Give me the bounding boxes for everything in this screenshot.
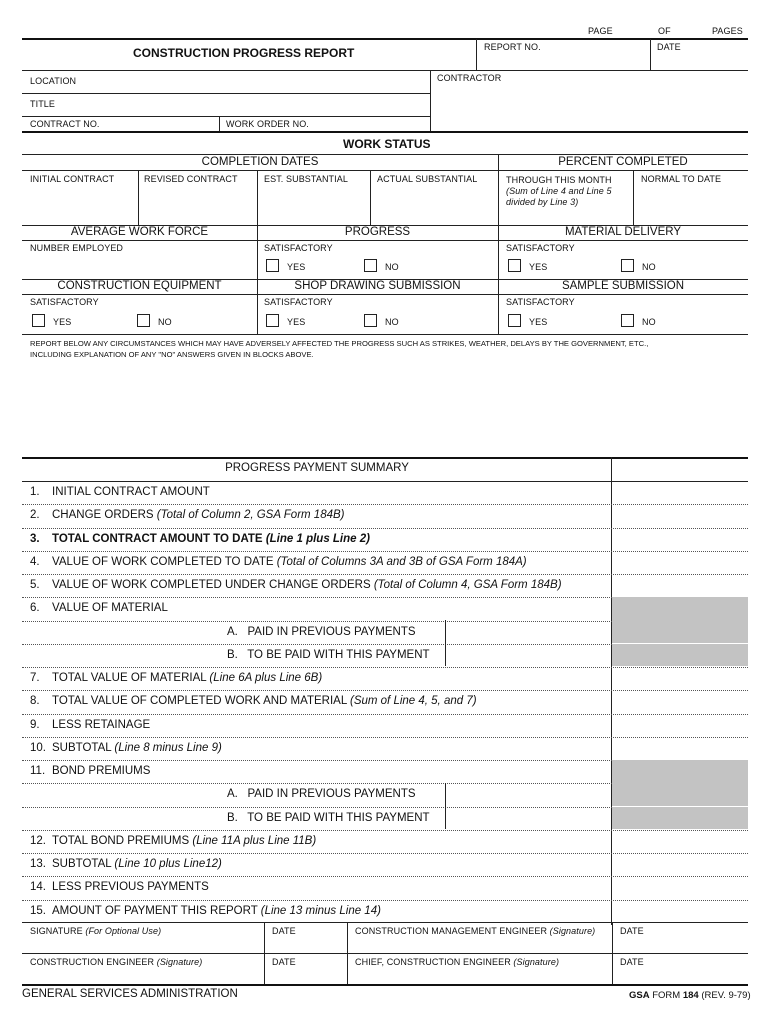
date-label: DATE bbox=[657, 42, 681, 52]
percent-completed-heading: PERCENT COMPLETED bbox=[558, 156, 688, 168]
location-label: LOCATION bbox=[30, 76, 77, 86]
summary-line-number: 2. bbox=[30, 509, 40, 522]
summary-line-text: B. TO BE PAID WITH THIS PAYMENT bbox=[227, 811, 430, 824]
material-no-label: NO bbox=[642, 262, 656, 272]
equipment-satisfactory-label: SATISFACTORY bbox=[30, 297, 99, 307]
signature-label-text: SIGNATURE bbox=[30, 926, 86, 936]
summary-line-note: (Line 13 minus Line 14) bbox=[260, 904, 381, 917]
report-note-line-2: INCLUDING EXPLANATION OF ANY "NO" ANSWERS GIVEN IN BLOCKS ABOVE. bbox=[30, 350, 314, 359]
signature-note: (For Optional Use) bbox=[85, 926, 162, 936]
construction-engineer-label-text: CONSTRUCTION ENGINEER bbox=[30, 957, 157, 967]
summary-line-note: (Line 11A plus Line 11B) bbox=[192, 834, 317, 847]
progress-yes-checkbox[interactable] bbox=[266, 259, 279, 272]
summary-line-number: 15. bbox=[30, 904, 46, 917]
sample-no-label: NO bbox=[642, 317, 656, 327]
summary-line-number: 13. bbox=[30, 858, 46, 870]
summary-line-note: (Sum of Line 4, 5, and 7) bbox=[349, 695, 477, 708]
summary-row bbox=[30, 835, 316, 847]
actual-substantial-label: ACTUAL SUBSTANTIAL bbox=[377, 174, 478, 184]
summary-amount-field[interactable] bbox=[613, 738, 747, 759]
summary-line-text: TOTAL BOND PREMIUMS bbox=[52, 834, 193, 847]
cm-engineer-note: (Signature) bbox=[549, 926, 596, 936]
progress-no-label: NO bbox=[385, 262, 399, 272]
summary-line-number: 8. bbox=[30, 695, 40, 708]
summary-row bbox=[227, 788, 416, 800]
summary-heading: PROGRESS PAYMENT SUMMARY bbox=[225, 462, 409, 474]
summary-line-note: (Line 1 plus Line 2) bbox=[265, 532, 370, 545]
equipment-yes-label: YES bbox=[53, 317, 72, 327]
summary-line-number: 14. bbox=[30, 881, 46, 894]
summary-line-text: SUBTOTAL bbox=[52, 858, 115, 870]
summary-line-text: TOTAL VALUE OF COMPLETED WORK AND MATERIAL bbox=[52, 695, 350, 708]
equipment-yes-checkbox[interactable] bbox=[32, 314, 45, 327]
summary-line-text: A. PAID IN PREVIOUS PAYMENTS bbox=[227, 625, 416, 638]
summary-line-text: TOTAL CONTRACT AMOUNT TO DATE bbox=[52, 532, 266, 545]
sample-no-checkbox[interactable] bbox=[621, 314, 634, 327]
summary-row bbox=[30, 765, 150, 777]
summary-line-text: TOTAL VALUE OF MATERIAL bbox=[52, 672, 210, 684]
summary-line-note: (Line 10 plus Line12) bbox=[114, 858, 222, 870]
summary-row bbox=[227, 649, 430, 661]
number-employed-label: NUMBER EMPLOYED bbox=[30, 243, 124, 253]
material-delivery-heading: MATERIAL DELIVERY bbox=[564, 226, 682, 238]
summary-amount-field[interactable] bbox=[613, 831, 747, 852]
pages-label: PAGES bbox=[712, 26, 743, 36]
form-number-value: 184 bbox=[682, 990, 699, 1001]
summary-amount-field[interactable] bbox=[613, 668, 747, 689]
equipment-no-checkbox[interactable] bbox=[137, 314, 150, 327]
summary-line-text: SUBTOTAL bbox=[52, 741, 115, 754]
summary-row bbox=[30, 672, 322, 684]
shaded-cell-11b bbox=[612, 807, 748, 829]
summary-line-text: VALUE OF WORK COMPLETED TO DATE bbox=[52, 555, 277, 568]
contract-no-label: CONTRACT NO. bbox=[30, 119, 100, 129]
summary-line-number: 9. bbox=[30, 718, 40, 731]
summary-amount-field[interactable] bbox=[613, 691, 747, 712]
material-satisfactory-label: SATISFACTORY bbox=[506, 243, 575, 253]
work-order-no-label: WORK ORDER NO. bbox=[226, 119, 309, 129]
average-work-force-heading: AVERAGE WORK FORCE bbox=[70, 226, 209, 238]
summary-amount-field[interactable] bbox=[613, 529, 747, 550]
sample-yes-label: YES bbox=[529, 317, 548, 327]
summary-line-number: 7. bbox=[30, 672, 40, 684]
summary-line-number: 12. bbox=[30, 834, 46, 847]
date-4-label: DATE bbox=[620, 957, 644, 967]
summary-row bbox=[30, 556, 527, 568]
summary-line-text: VALUE OF MATERIAL bbox=[52, 602, 168, 615]
summary-line-number: 10. bbox=[30, 741, 46, 754]
summary-line-number: 3. bbox=[30, 532, 40, 545]
revised-contract-label: REVISED CONTRACT bbox=[144, 174, 238, 184]
summary-row bbox=[30, 602, 168, 614]
summary-row bbox=[30, 695, 477, 707]
form-label: FORM bbox=[649, 990, 683, 1001]
through-note-1: (Sum of Line 4 and Line 5 bbox=[506, 186, 612, 196]
summary-line-number: 5. bbox=[30, 579, 40, 591]
summary-line-text: LESS RETAINAGE bbox=[52, 718, 151, 731]
summary-row bbox=[227, 812, 430, 824]
material-yes-label: YES bbox=[529, 262, 548, 272]
material-yes-checkbox[interactable] bbox=[508, 259, 521, 272]
work-status-heading: WORK STATUS bbox=[343, 137, 431, 151]
material-no-checkbox[interactable] bbox=[621, 259, 634, 272]
report-note bbox=[30, 338, 745, 360]
through-note-2: divided by Line 3) bbox=[506, 197, 579, 207]
summary-amount-field[interactable] bbox=[613, 575, 747, 596]
page-label: PAGE bbox=[588, 26, 613, 36]
chief-engineer-note: (Signature) bbox=[513, 957, 560, 967]
summary-row bbox=[30, 509, 345, 521]
shop-yes-label: YES bbox=[287, 317, 306, 327]
summary-amount-field[interactable] bbox=[613, 901, 747, 922]
report-no-label: REPORT NO. bbox=[484, 42, 541, 52]
construction-engineer-label bbox=[30, 957, 202, 967]
summary-amount-field[interactable] bbox=[613, 877, 747, 898]
summary-line-text: B. TO BE PAID WITH THIS PAYMENT bbox=[227, 648, 430, 661]
form-prefix: GSA bbox=[629, 990, 650, 1001]
form-title: CONSTRUCTION PROGRESS REPORT bbox=[133, 46, 355, 60]
summary-line-text: VALUE OF WORK COMPLETED UNDER CHANGE ORDERS bbox=[52, 579, 374, 591]
header-top-rule bbox=[22, 38, 748, 40]
progress-yes-label: YES bbox=[287, 262, 306, 272]
cm-engineer-label bbox=[355, 926, 595, 936]
form-number bbox=[629, 990, 751, 1001]
date-3-label: DATE bbox=[272, 957, 296, 967]
shaded-cell-11 bbox=[612, 760, 748, 806]
summary-line-number: 6. bbox=[30, 602, 40, 615]
summary-line-number: 1. bbox=[30, 486, 40, 498]
report-note-line-1: REPORT BELOW ANY CIRCUMSTANCES WHICH MAY HAVE ADVERSELY AFFECTED THE PROGRESS SUCH AS STRIKES, WEATHER, DELAYS BY THE GOVERNMENT, ETC., bbox=[30, 339, 649, 348]
summary-line-note: (Total of Columns 3A and 3B of GSA Form 184A) bbox=[276, 555, 527, 568]
shaded-cell-6b bbox=[612, 644, 748, 666]
contractor-label: CONTRACTOR bbox=[437, 73, 502, 83]
sample-satisfactory-label: SATISFACTORY bbox=[506, 297, 575, 307]
summary-line-text: INITIAL CONTRACT AMOUNT bbox=[52, 486, 210, 498]
summary-amount-field[interactable] bbox=[613, 552, 747, 573]
construction-equipment-heading: CONSTRUCTION EQUIPMENT bbox=[57, 280, 222, 292]
shop-no-label: NO bbox=[385, 317, 399, 327]
summary-amount-field[interactable] bbox=[613, 505, 747, 526]
date-2-label: DATE bbox=[620, 926, 644, 936]
sample-yes-checkbox[interactable] bbox=[508, 314, 521, 327]
summary-row bbox=[30, 486, 210, 498]
of-label: OF bbox=[658, 26, 671, 36]
summary-line-note: (Total of Column 2, GSA Form 184B) bbox=[156, 509, 345, 522]
progress-no-checkbox[interactable] bbox=[364, 259, 377, 272]
summary-amount-field[interactable] bbox=[613, 482, 747, 503]
initial-contract-label: INITIAL CONTRACT bbox=[30, 174, 115, 184]
summary-line-note: (Total of Column 4, GSA Form 184B) bbox=[373, 579, 562, 591]
shop-satisfactory-label: SATISFACTORY bbox=[264, 297, 333, 307]
chief-engineer-label-text: CHIEF, CONSTRUCTION ENGINEER bbox=[355, 957, 514, 967]
summary-line-text: BOND PREMIUMS bbox=[52, 765, 151, 777]
summary-row bbox=[30, 719, 150, 731]
summary-line-number: 11. bbox=[30, 765, 46, 777]
summary-line-text: LESS PREVIOUS PAYMENTS bbox=[52, 881, 209, 894]
summary-line-text: A. PAID IN PREVIOUS PAYMENTS bbox=[227, 788, 416, 801]
summary-line-text: AMOUNT OF PAYMENT THIS REPORT bbox=[52, 904, 261, 917]
summary-row bbox=[30, 881, 209, 893]
shaded-cell-6 bbox=[612, 597, 748, 643]
est-substantial-label: EST. SUBSTANTIAL bbox=[264, 174, 348, 184]
cm-engineer-label-text: CONSTRUCTION MANAGEMENT ENGINEER bbox=[355, 926, 550, 936]
summary-line-note: (Line 6A plus Line 6B) bbox=[209, 672, 323, 684]
shop-yes-checkbox[interactable] bbox=[266, 314, 279, 327]
shop-drawing-heading: SHOP DRAWING SUBMISSION bbox=[294, 280, 461, 292]
summary-amount-field[interactable] bbox=[613, 715, 747, 736]
summary-line-note: (Line 8 minus Line 9) bbox=[114, 741, 222, 754]
normal-to-date-label: NORMAL TO DATE bbox=[641, 174, 722, 184]
equipment-no-label: NO bbox=[158, 317, 172, 327]
summary-line-text: CHANGE ORDERS bbox=[52, 509, 157, 522]
summary-row bbox=[30, 858, 222, 870]
summary-row bbox=[30, 905, 381, 917]
summary-row bbox=[30, 742, 222, 754]
summary-row bbox=[30, 533, 370, 545]
summary-line-number: 4. bbox=[30, 555, 40, 568]
construction-engineer-note: (Signature) bbox=[156, 957, 203, 967]
date-1-label: DATE bbox=[272, 926, 296, 936]
title-label: TITLE bbox=[30, 99, 56, 109]
signature-label bbox=[30, 926, 161, 936]
summary-row bbox=[30, 579, 562, 591]
summary-row bbox=[227, 626, 416, 638]
sample-submission-heading: SAMPLE SUBMISSION bbox=[561, 280, 685, 292]
completion-dates-heading: COMPLETION DATES bbox=[201, 156, 319, 168]
progress-heading: PROGRESS bbox=[344, 226, 411, 238]
agency-name: GENERAL SERVICES ADMINISTRATION bbox=[22, 988, 238, 1000]
through-this-month-label: THROUGH THIS MONTH bbox=[506, 175, 612, 185]
form-revision: (REV. 9-79) bbox=[698, 990, 751, 1001]
progress-satisfactory-label: SATISFACTORY bbox=[264, 243, 333, 253]
summary-amount-field[interactable] bbox=[613, 854, 747, 875]
shop-no-checkbox[interactable] bbox=[364, 314, 377, 327]
chief-engineer-label bbox=[355, 957, 559, 967]
